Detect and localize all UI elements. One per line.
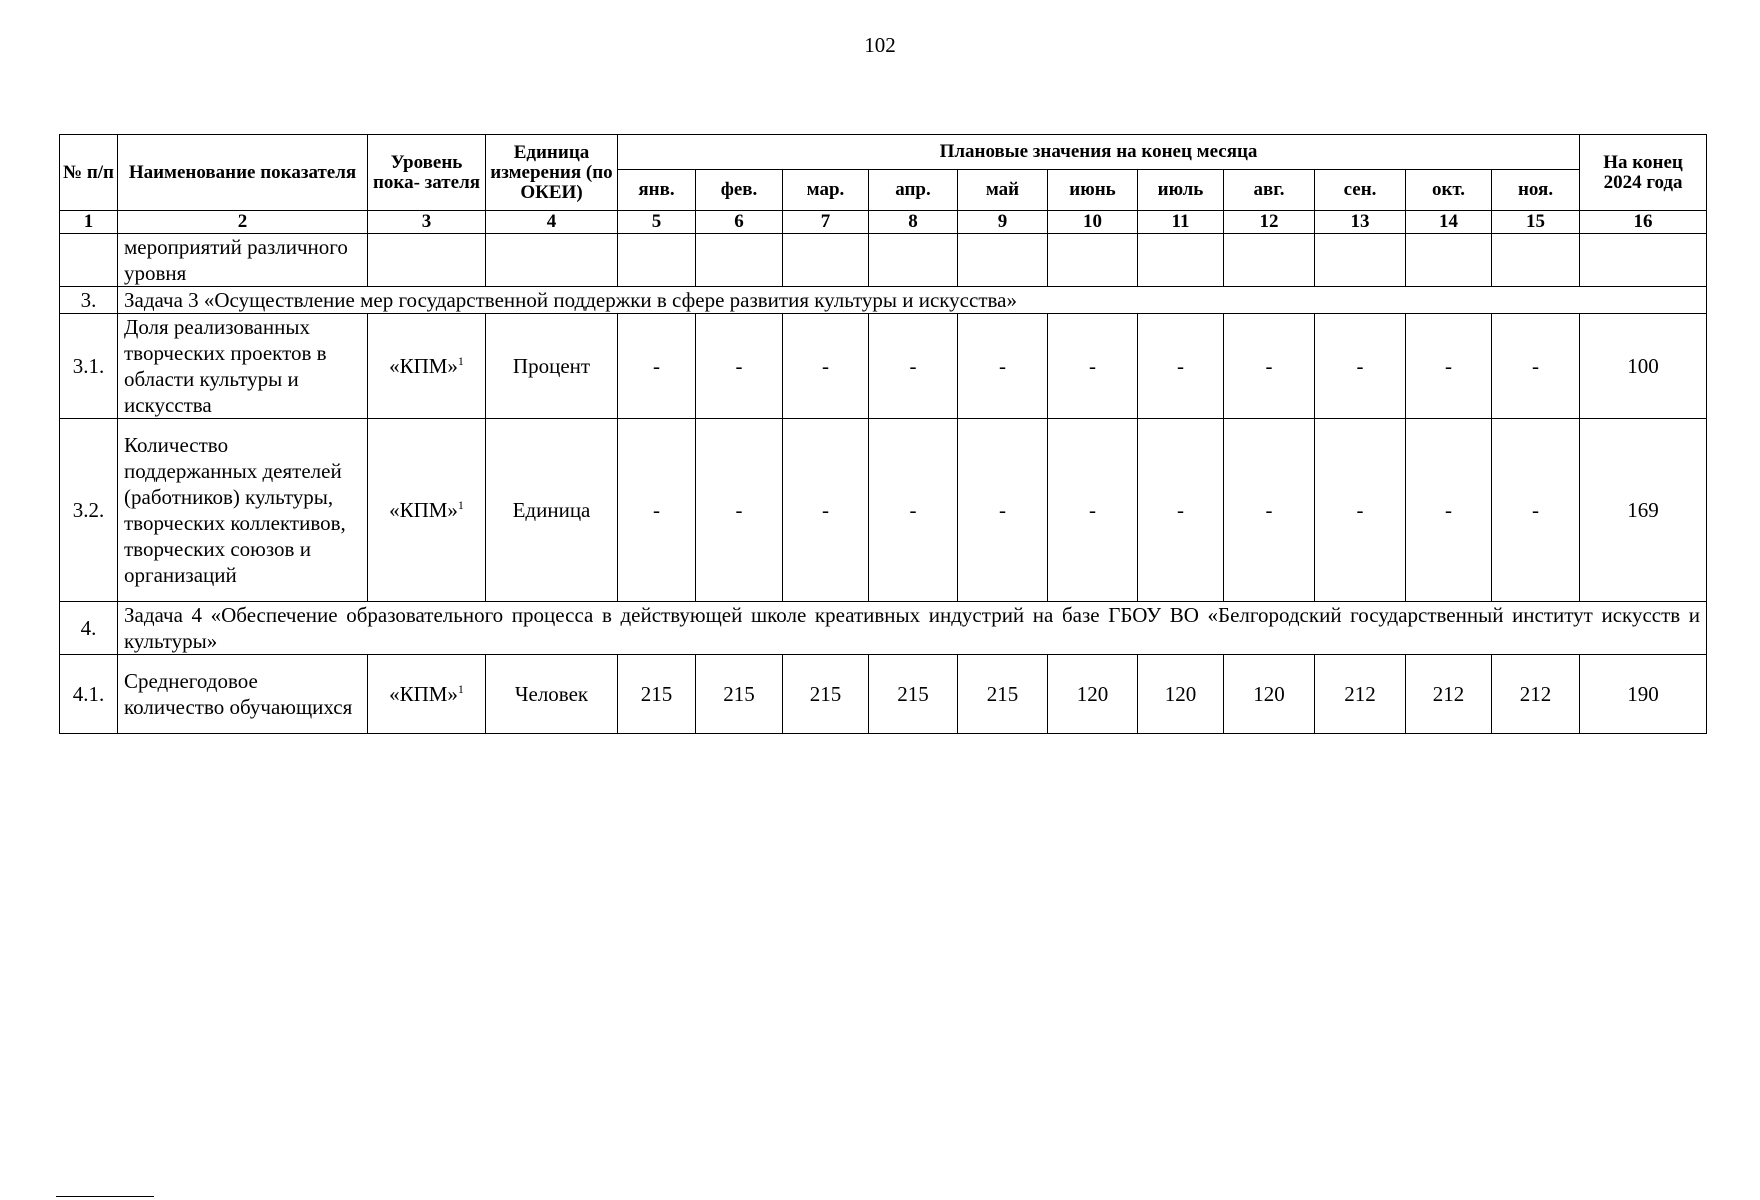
empty-cell	[368, 234, 486, 287]
month-value: 215	[696, 655, 783, 734]
indicator-level	[368, 655, 486, 734]
header-year: На конец 2024 года	[1580, 135, 1707, 211]
page-number: 102	[864, 33, 896, 57]
table-row	[60, 419, 1707, 602]
month-value: 120	[1048, 655, 1138, 734]
empty-cell	[486, 234, 618, 287]
month-value: 215	[783, 655, 869, 734]
month-value: -	[958, 314, 1048, 419]
indicator-level	[368, 314, 486, 419]
header-month: мар.	[783, 170, 869, 211]
column-number: 6	[696, 211, 783, 234]
table-row	[60, 234, 1707, 287]
column-number: 4	[486, 211, 618, 234]
month-value: -	[958, 419, 1048, 602]
column-number: 11	[1138, 211, 1224, 234]
column-number: 3	[368, 211, 486, 234]
header-level: Уровень пока- зателя	[368, 135, 486, 211]
year-value: 169	[1580, 419, 1707, 602]
month-value: 215	[618, 655, 696, 734]
column-number: 2	[118, 211, 368, 234]
month-value: 212	[1492, 655, 1580, 734]
month-value: -	[618, 314, 696, 419]
row-number: 4.	[60, 602, 118, 655]
header-name: Наименование показателя	[118, 135, 368, 211]
empty-cell	[1138, 234, 1224, 287]
empty-cell	[60, 234, 118, 287]
row-number: 3.1.	[60, 314, 118, 419]
month-value: 120	[1138, 655, 1224, 734]
column-number: 12	[1224, 211, 1315, 234]
month-value: -	[1224, 419, 1315, 602]
empty-cell	[696, 234, 783, 287]
row-number: 3.2.	[60, 419, 118, 602]
header-month: окт.	[1406, 170, 1492, 211]
header-unit: Единица измерения (по ОКЕИ)	[486, 135, 618, 211]
task-row	[60, 602, 1707, 655]
month-value: 215	[958, 655, 1048, 734]
month-value: -	[1138, 419, 1224, 602]
task-title: Задача 4 «Обеспечение образовательного процесса в действующей школе креативных индустрий на базе ГБОУ ВО «Белгородский государственный институт искусств и культуры»	[118, 602, 1707, 655]
month-value: -	[696, 314, 783, 419]
footnote-ref: 1	[457, 498, 464, 512]
empty-cell	[1492, 234, 1580, 287]
indicator-level	[368, 419, 486, 602]
indicator-name: Доля реализованных творческих проектов в области культуры и искусства	[118, 314, 368, 419]
task-row	[60, 287, 1707, 314]
year-value: 100	[1580, 314, 1707, 419]
footnote-ref: 1	[457, 354, 464, 368]
empty-cell	[1315, 234, 1406, 287]
table-row	[60, 314, 1707, 419]
header-plan: Плановые значения на конец месяца	[618, 135, 1580, 170]
level-text: «КПМ»	[389, 682, 458, 706]
header-month: июнь	[1048, 170, 1138, 211]
column-number: 16	[1580, 211, 1707, 234]
indicators-table	[59, 134, 1707, 734]
header-month: сен.	[1315, 170, 1406, 211]
header-month: фев.	[696, 170, 783, 211]
month-value: -	[1138, 314, 1224, 419]
empty-cell	[1048, 234, 1138, 287]
month-value: 215	[869, 655, 958, 734]
column-number: 1	[60, 211, 118, 234]
level-text: «КПМ»	[389, 498, 458, 522]
column-number: 13	[1315, 211, 1406, 234]
month-value: -	[783, 419, 869, 602]
month-value: 212	[1315, 655, 1406, 734]
empty-cell	[869, 234, 958, 287]
month-value: -	[1048, 314, 1138, 419]
empty-cell	[1224, 234, 1315, 287]
header-month: июль	[1138, 170, 1224, 211]
month-value: 212	[1406, 655, 1492, 734]
unit: Человек	[486, 655, 618, 734]
column-number: 14	[1406, 211, 1492, 234]
month-value: -	[869, 314, 958, 419]
empty-cell	[618, 234, 696, 287]
month-value: -	[1492, 419, 1580, 602]
month-value: -	[1224, 314, 1315, 419]
indicator-name: Количество поддержанных деятелей (работников) культуры, творческих коллективов, творческих союзов и организаций	[118, 419, 368, 602]
empty-cell	[958, 234, 1048, 287]
month-value: -	[783, 314, 869, 419]
month-value: -	[618, 419, 696, 602]
column-number: 8	[869, 211, 958, 234]
task-title: Задача 3 «Осуществление мер государственной поддержки в сфере развития культуры и искусства»	[118, 287, 1707, 314]
header-month: май	[958, 170, 1048, 211]
month-value: -	[1048, 419, 1138, 602]
month-value: -	[1315, 314, 1406, 419]
unit: Процент	[486, 314, 618, 419]
indicator-name: мероприятий различного уровня	[118, 234, 368, 287]
header-row-1	[60, 135, 1707, 170]
footnote-separator	[56, 1196, 154, 1197]
month-value: -	[1406, 419, 1492, 602]
footnote-ref: 1	[457, 682, 464, 696]
column-numbers-row	[60, 211, 1707, 234]
empty-cell	[1580, 234, 1707, 287]
empty-cell	[1406, 234, 1492, 287]
column-number: 5	[618, 211, 696, 234]
column-number: 15	[1492, 211, 1580, 234]
table-row	[60, 655, 1707, 734]
column-number: 10	[1048, 211, 1138, 234]
empty-cell	[783, 234, 869, 287]
month-value: 120	[1224, 655, 1315, 734]
column-number: 9	[958, 211, 1048, 234]
header-month: ноя.	[1492, 170, 1580, 211]
level-text: «КПМ»	[389, 354, 458, 378]
month-value: -	[1492, 314, 1580, 419]
header-month: янв.	[618, 170, 696, 211]
month-value: -	[869, 419, 958, 602]
column-number: 7	[783, 211, 869, 234]
unit: Единица	[486, 419, 618, 602]
row-number: 3.	[60, 287, 118, 314]
indicator-name: Среднегодовое количество обучающихся	[118, 655, 368, 734]
row-number: 4.1.	[60, 655, 118, 734]
year-value: 190	[1580, 655, 1707, 734]
header-month: апр.	[869, 170, 958, 211]
month-value: -	[1315, 419, 1406, 602]
header-no: № п/п	[60, 135, 118, 211]
header-month: авг.	[1224, 170, 1315, 211]
month-value: -	[1406, 314, 1492, 419]
month-value: -	[696, 419, 783, 602]
